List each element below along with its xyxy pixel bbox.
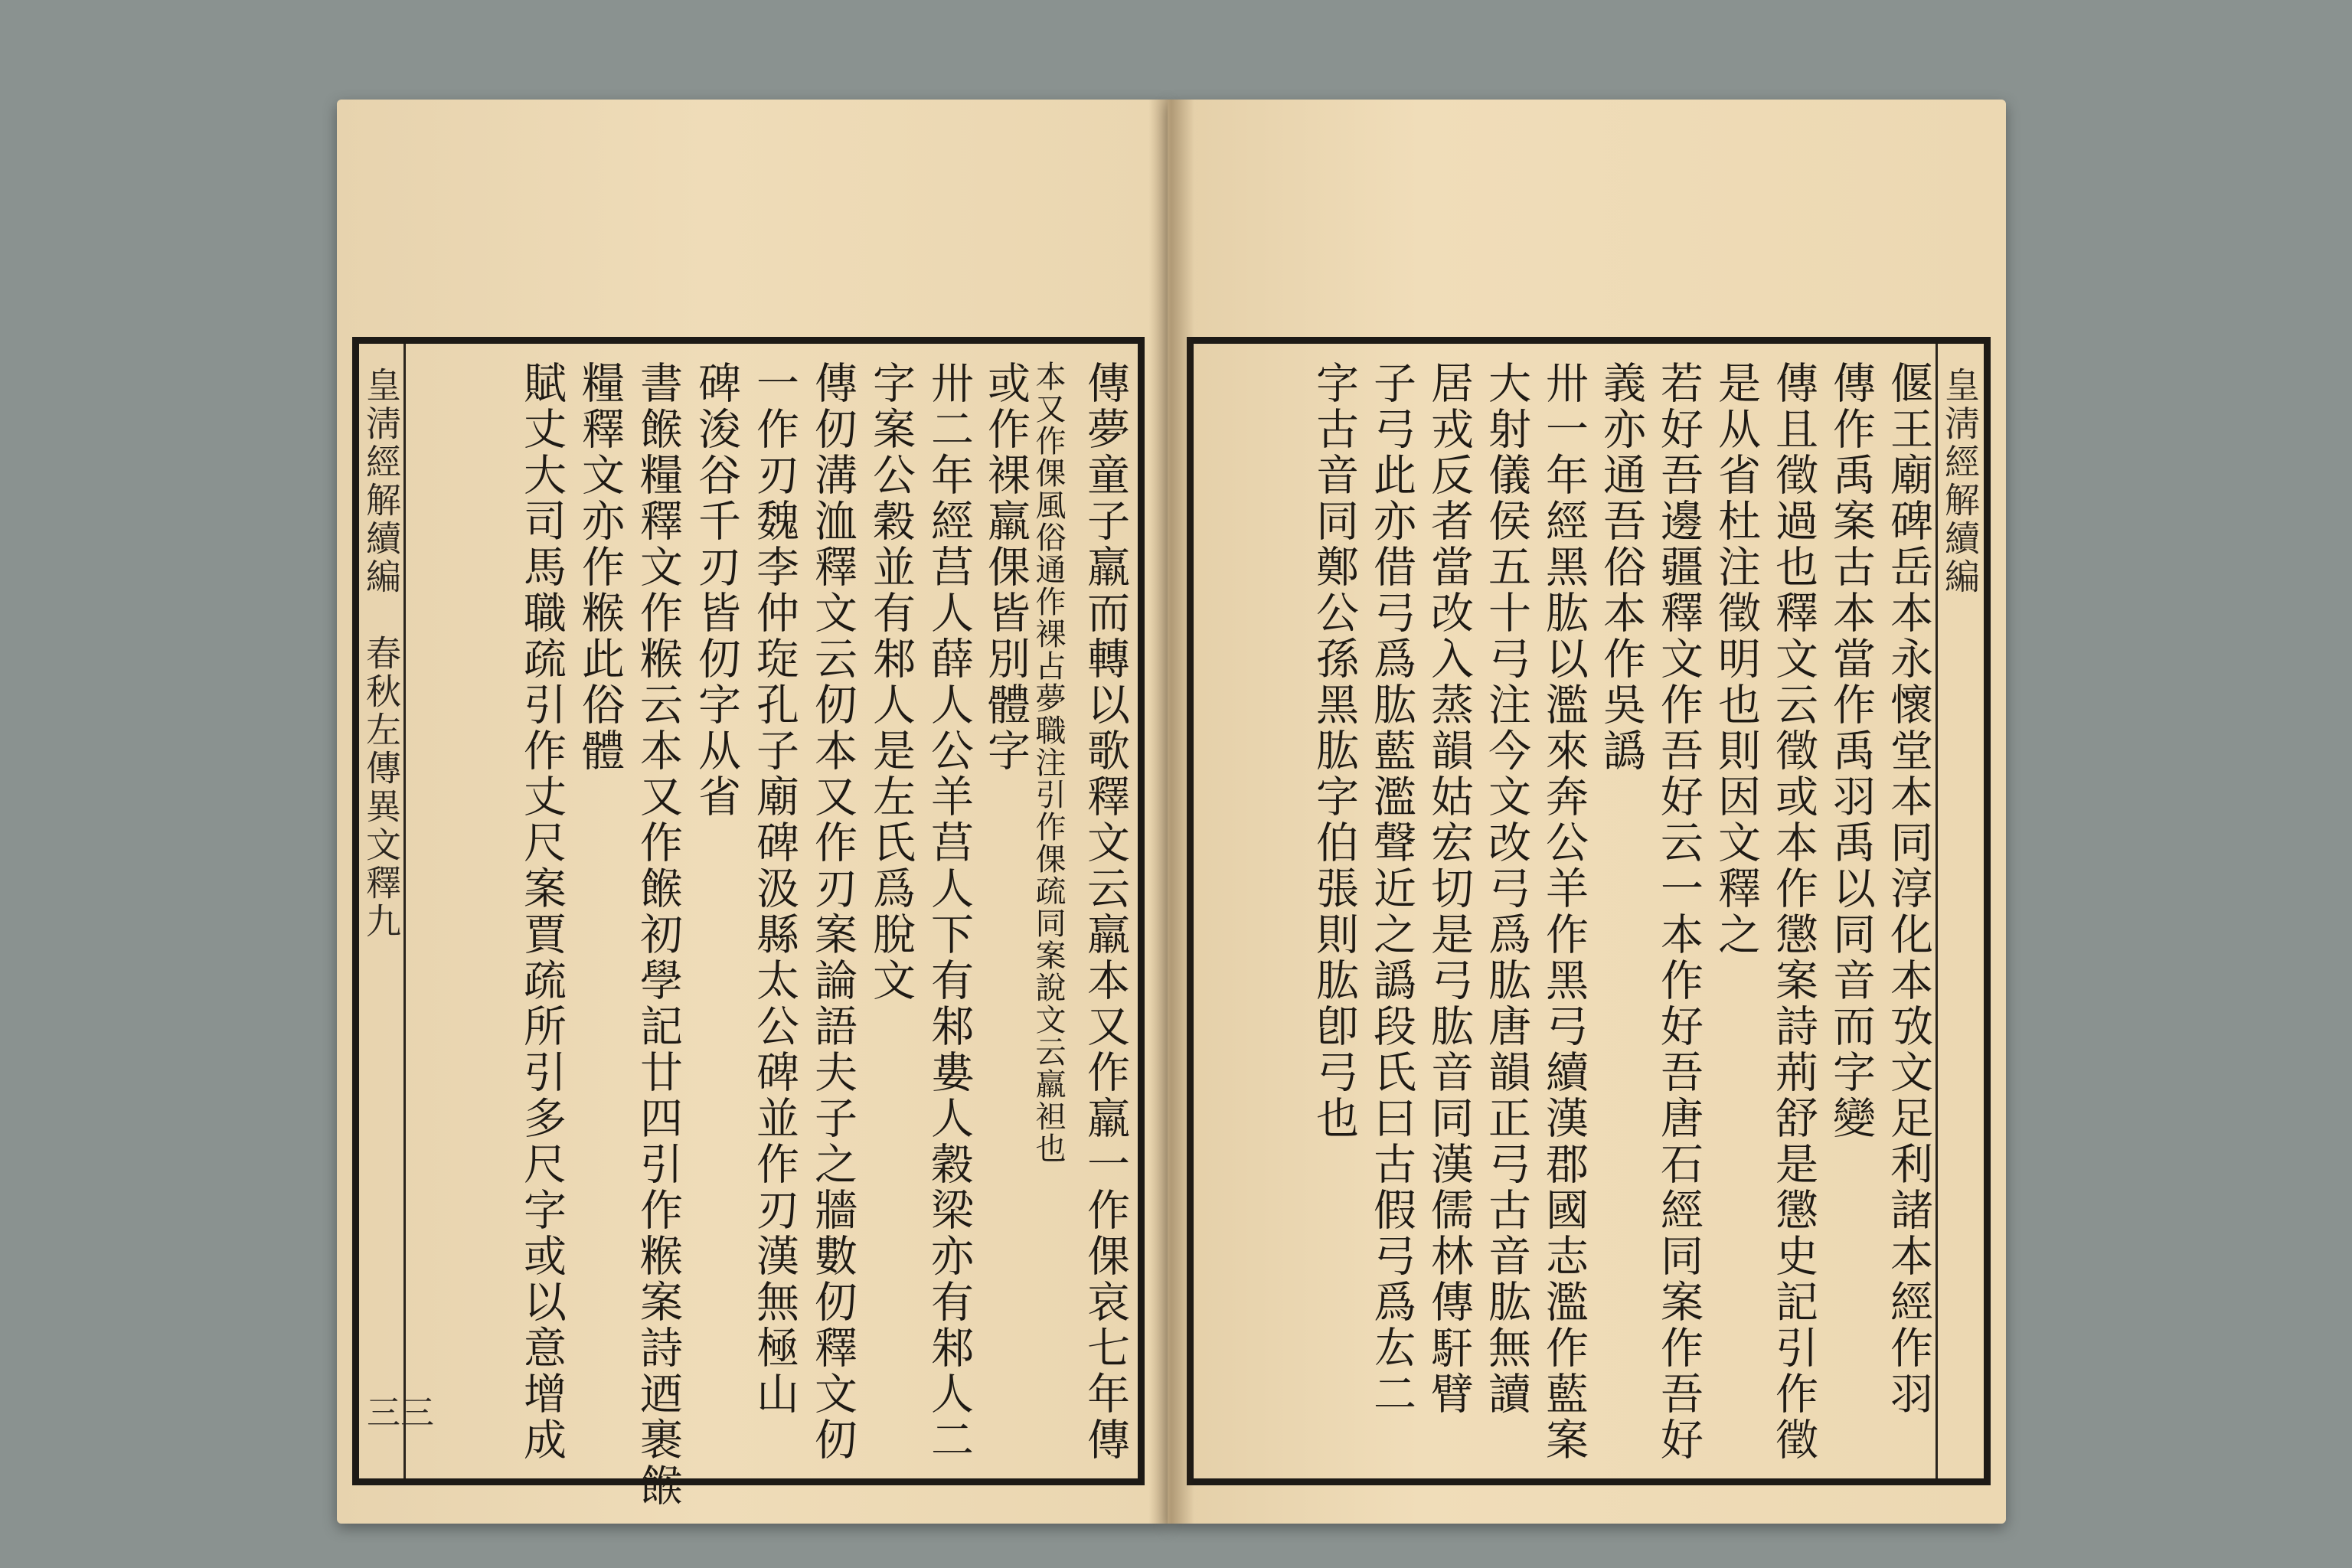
text-column: 傳仞溝洫釋文云仞本又作刃案論語夫子之牆數仞釋文仞 bbox=[808, 361, 858, 1463]
text-column: 傳作禹案古本當作禹羽禹以同音而字變 bbox=[1826, 361, 1876, 1142]
text-column: 碑浚谷千刃皆仞字从省 bbox=[691, 361, 741, 820]
text-column: 一作刃魏李仲琁孔子廟碑汲縣太公碑並作刃漢無極山 bbox=[750, 361, 799, 1417]
text-column: 本又作倮風俗通作裸占夢職注引作倮疏同案說文云羸袒也 bbox=[1031, 361, 1066, 1165]
text-column: 卅二年經莒人薛人公羊莒人下有邾婁人穀梁亦有邾人二 bbox=[924, 361, 974, 1463]
text-column: 卅一年經黑肱以濫來奔公羊作黑弓續漢郡國志濫作藍案 bbox=[1539, 361, 1589, 1463]
margin-title: 皇淸經解續編 bbox=[361, 367, 402, 596]
text-column: 若好吾邊疆釋文作吾好云一本作好吾唐石經同案作吾好 bbox=[1654, 361, 1704, 1463]
left-text-frame bbox=[352, 337, 1145, 1509]
text-column: 賦丈大司馬職疏引作丈尺案賈疏所引多尺字或以意增成 bbox=[517, 361, 567, 1463]
text-column: 大射儀侯五十弓注今文改弓爲肱唐韻正弓古音肱無讀 bbox=[1481, 361, 1531, 1417]
right-page bbox=[1168, 100, 2006, 1524]
text-column: 字古音同鄭公孫黑肱字伯張則肱卽弓也 bbox=[1309, 361, 1359, 1142]
book-gutter bbox=[1148, 100, 1194, 1524]
text-column: 子弓此亦借弓爲肱藍濫聲近之譌段氏曰古假弓爲厷二 bbox=[1367, 361, 1416, 1417]
text-column: 是从省杜注徵明也則因文釋之 bbox=[1711, 361, 1761, 958]
right-text-frame bbox=[1187, 337, 1991, 1485]
margin-chapter: 春秋左傳異文釋九 bbox=[361, 635, 402, 941]
text-column: 字案公穀並有邾人是左氏爲脫文 bbox=[866, 361, 916, 1004]
text-column: 偃王廟碑岳本永懷堂本同淳化本攷文足利諸本經作羽 bbox=[1883, 361, 1933, 1417]
text-column: 義亦通吾俗本作吳譌 bbox=[1596, 361, 1646, 774]
left-page bbox=[337, 100, 1168, 1524]
text-column: 書餱糧釋文作糇云本又作餱初學記廿四引作糇案詩迺裹餱 bbox=[633, 361, 683, 1509]
text-column: 或作裸羸倮皆別體字 bbox=[981, 361, 1031, 774]
text-column: 傳夢童子羸而轉以歌釋文云羸本又作羸一作倮哀七年傳 bbox=[1080, 361, 1130, 1463]
margin-title: 皇淸經解續編 bbox=[1939, 367, 1981, 596]
open-book bbox=[337, 100, 2006, 1539]
text-column: 傳且徵過也釋文云徵或本作懲案詩荊舒是懲史記引作徵 bbox=[1769, 361, 1818, 1463]
text-column: 糧釋文亦作糇此俗體 bbox=[575, 361, 625, 774]
page-number: 三三 bbox=[367, 1393, 434, 1432]
text-column: 居戎反者當改入蒸韻姑宏切是弓肱音同漢儒林傳馯臂 bbox=[1424, 361, 1474, 1417]
